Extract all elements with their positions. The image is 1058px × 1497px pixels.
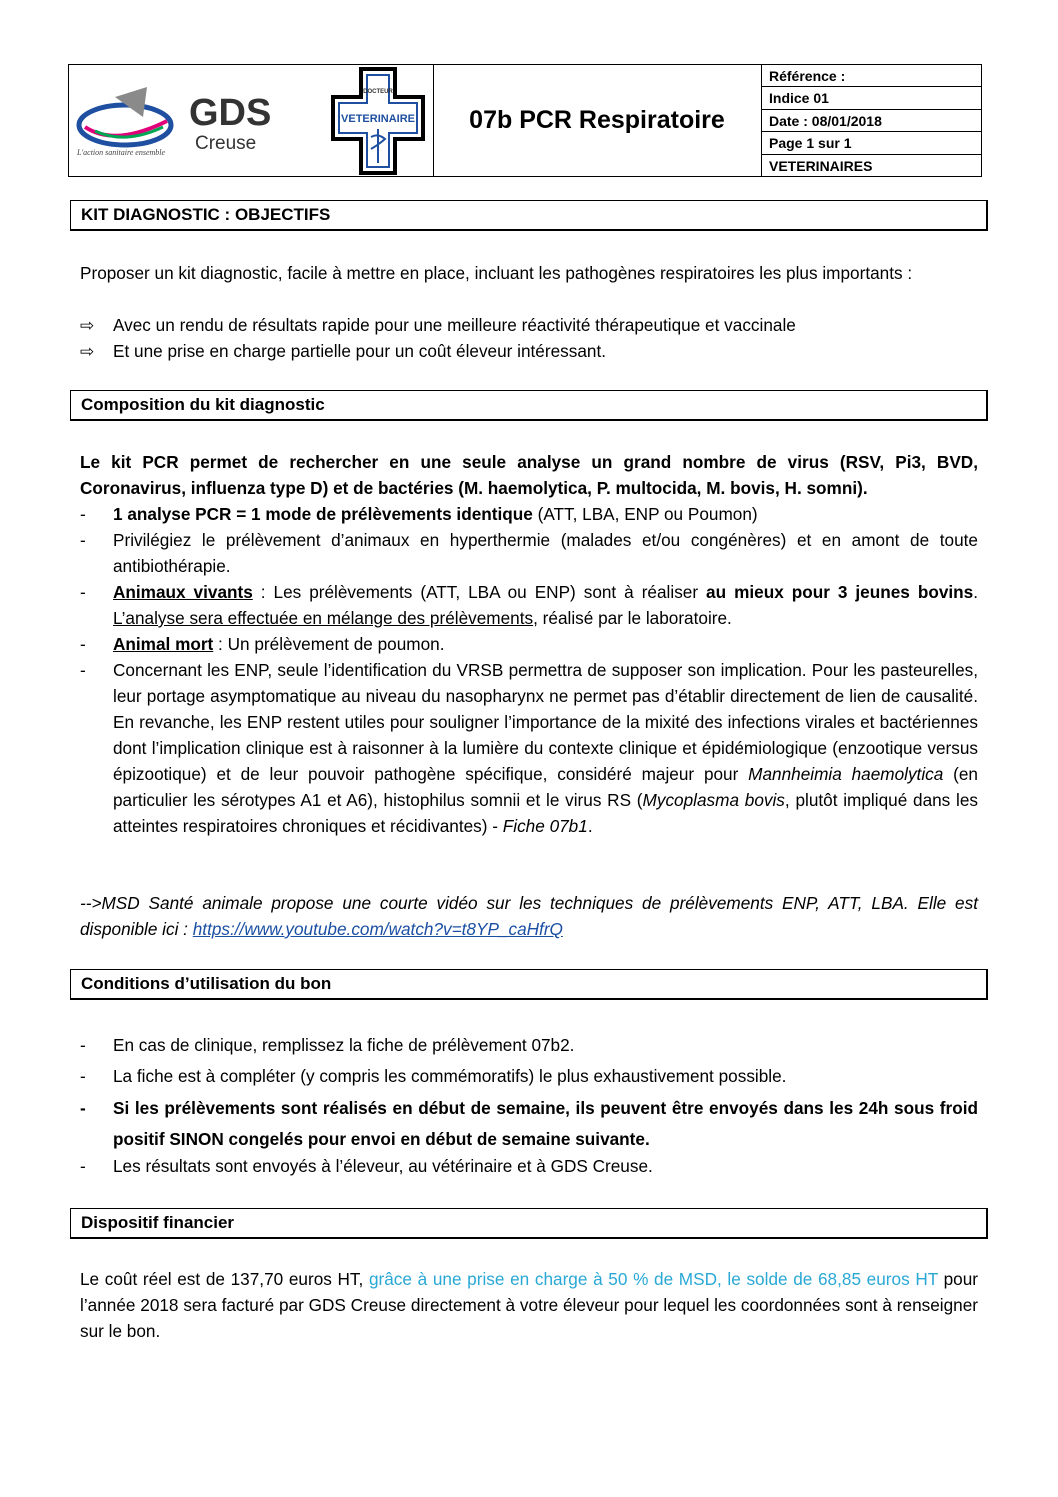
msd-video-note-text: -->MSD Santé animale propose une courte vidéo sur les techniques de prélèvements ENP, ATT, LBA. Elle est disponible ici : [80, 893, 978, 939]
composition-lead: Le kit PCR permet de rechercher en une seule analyse un grand nombre de virus (RSV, Pi3, BVD, Coronavirus, influenza type D) et de bactéries (M. haemolytica, P. multocida, M. bovis, H. somni). [80, 452, 978, 498]
enp-text: (en particulier les sérotypes A1 et A6), histophilus somnii et le virus RS ( [113, 764, 978, 810]
gds-creuse-logo [75, 87, 305, 157]
composition-item [80, 631, 978, 657]
objectifs-bullet-text: Et une prise en charge partielle pour un coût éleveur intéressant. [113, 341, 607, 361]
melange-underlined: L’analyse sera effectuée en mélange des prélèvements [113, 608, 534, 628]
objectifs-bullet [80, 338, 978, 364]
youtube-video-link[interactable]: https://www.youtube.com/watch?v=t8YP_caHfrQ [192, 919, 563, 939]
animal-mort-text: : Un prélèvement de poumon. [213, 634, 445, 654]
veterinaire-cross-logo [331, 67, 425, 175]
vet-logo-top-text: DOCTEUR [363, 89, 393, 95]
arrow-icon: ⇨ [80, 341, 95, 361]
objectifs-intro: Proposer un kit diagnostic, facile à mettre en place, incluant les pathogènes respiratoires les plus importants : [80, 263, 913, 283]
ref-row-audience: VETERINAIRES [769, 157, 873, 174]
animaux-vivants-end: , réalisé par le laboratoire. [533, 608, 732, 628]
animaux-vivants-sep: . [973, 582, 978, 602]
vet-logo-main-text: VETERINAIRE [341, 113, 415, 125]
financier-text: Le coût réel est de 137,70 euros HT, [80, 1269, 369, 1289]
financier-text-end: pour l’année 2018 sera facturé par GDS Creuse directement à votre éleveur pour lequel les coordonnées sont à renseigner sur le bon. [80, 1269, 978, 1341]
title-cell [433, 65, 762, 176]
animaux-vivants-text: : Les prélèvements (ATT, LBA ou ENP) sont à réaliser [252, 582, 707, 602]
composition-item [80, 501, 978, 527]
enp-text: Concernant les ENP, seule l’identification du VRSB permettra de supposer son implication. Pour les pasteurelles, leur portage asymptomatique au niveau du nasopharynx ne permet pas d’établir directement de lien de causalité. En revanche, les ENP restent utiles pour souligner l’importance de la mixité des infections virales et bactériennes dont l’implication clinique est à raisonner à la lumière du contexte clinique et épidémiologique (enzootique versus épizootique) et de leur pouvoir pathogène spécifique, considéré majeur pour [113, 660, 978, 784]
animaux-vivants-bold: au mieux pour 3 jeunes bovins [706, 582, 974, 602]
pcr-rule-bold: 1 analyse PCR = 1 mode de prélèvements identique [113, 504, 533, 524]
gds-logo-text: GDS [189, 92, 272, 134]
dash-marker: - [80, 634, 86, 654]
enp-text-end: . [587, 816, 593, 836]
hyperthermie-text: Privilégiez le prélèvement d’animaux en hyperthermie (malades et/ou congénères) et en amont de toute antibiothérapie. [113, 530, 978, 576]
dash-marker: - [80, 1098, 86, 1118]
conditions-item [80, 1032, 978, 1058]
conditions-item-text: Les résultats sont envoyés à l’éleveur, au vétérinaire et à GDS Creuse. [113, 1156, 653, 1176]
conditions-item-text: La fiche est à compléter (y compris les commémoratifs) le plus exhaustivement possible. [113, 1066, 787, 1086]
gds-logo-subtext: Creuse [195, 133, 257, 154]
fiche-reference: Fiche 07b1 [502, 816, 588, 836]
ref-row-date: Date : 08/01/2018 [761, 110, 981, 132]
composition-item [80, 579, 978, 631]
species-name: Mycoplasma bovis [642, 790, 785, 810]
ref-row-indice: Indice 01 [761, 87, 981, 109]
financier-paragraph [80, 1266, 978, 1344]
dash-marker: - [80, 1066, 86, 1086]
conditions-item-text: En cas de clinique, remplissez la fiche de prélèvement 07b2. [113, 1035, 575, 1055]
logo-cell [69, 65, 434, 176]
reference-table [761, 65, 981, 176]
dash-marker: - [80, 660, 86, 680]
enp-text: , plutôt impliqué dans les atteintes respiratoires chroniques et récidivantes) - [113, 790, 979, 836]
msd-video-note [80, 890, 978, 942]
dash-marker: - [80, 530, 86, 550]
document-header [68, 64, 982, 177]
section-heading-conditions: Conditions d’utilisation du bon [70, 969, 988, 1000]
composition-item [80, 527, 978, 579]
animaux-vivants-label: Animaux vivants [113, 582, 253, 602]
ref-row-reference: Référence : [761, 65, 981, 87]
dash-marker: - [80, 1156, 86, 1176]
conditions-item-text-bold: Si les prélèvements sont réalisés en début de semaine, ils peuvent être envoyés dans les 24h sous froid positif SINON congelés pour envoi en début de semaine suivante. [113, 1098, 978, 1149]
conditions-item [80, 1153, 978, 1179]
conditions-item [80, 1063, 978, 1089]
document-title: 07b PCR Respiratoire [469, 106, 725, 134]
objectifs-bullet [80, 312, 978, 338]
section-heading-financier: Dispositif financier [70, 1208, 988, 1239]
species-name: Mannheimia haemolytica [748, 764, 944, 784]
pcr-rule-rest: (ATT, LBA, ENP ou Poumon) [532, 504, 758, 524]
arrow-icon: ⇨ [80, 315, 95, 335]
dash-marker: - [80, 504, 86, 524]
dash-marker: - [80, 582, 86, 602]
section-heading-composition: Composition du kit diagnostic [70, 390, 988, 421]
objectifs-bullet-text: Avec un rendu de résultats rapide pour une meilleure réactivité thérapeutique et vaccinale [113, 315, 796, 335]
gds-logo-tagline: L'action sanitaire ensemble [77, 148, 166, 157]
dash-marker: - [80, 1035, 86, 1055]
financier-highlight: grâce à une prise en charge à 50 % de MSD, le solde de 68,85 euros HT [368, 1269, 938, 1289]
animal-mort-label: Animal mort [113, 634, 214, 654]
ref-row-page: Page 1 sur 1 [761, 132, 981, 154]
composition-item [80, 657, 978, 839]
section-heading-objectifs: KIT DIAGNOSTIC : OBJECTIFS [70, 200, 988, 231]
conditions-item [80, 1093, 978, 1155]
